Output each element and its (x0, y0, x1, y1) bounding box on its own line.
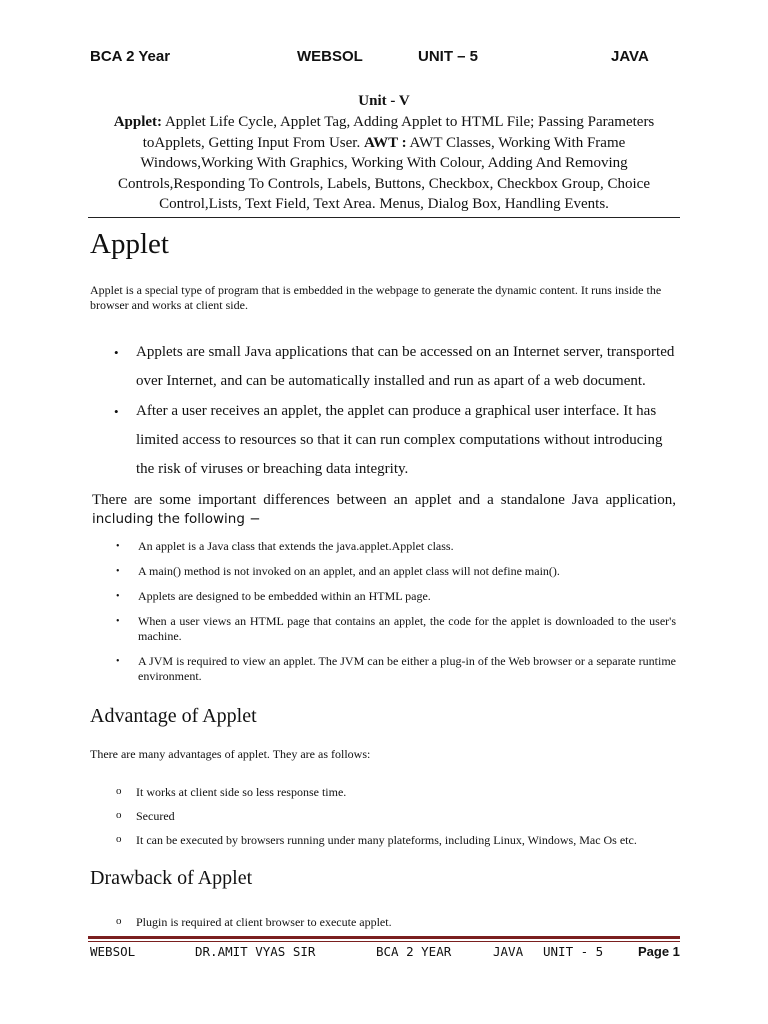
footer-subject: WEBSOL (90, 944, 136, 959)
applet-topics: Applet Life Cycle, Applet Tag, Adding Applet to HTML File; Passing Parameters toApplets, Getting Input From User. (142, 114, 655, 151)
unit-title: Unit - V (358, 93, 410, 109)
applet-bullet-list (90, 338, 680, 484)
footer-course: BCA 2 YEAR (376, 944, 452, 959)
awt-topics: AWT Classes, Working With Frame Windows,Working With Graphics, Working With Colour, Adding And Removing Controls,Responding To Controls, Labels, Buttons, Checkbox, Checkbox Group, Choice Control,Lists, Text Field, Text Area. Menus, Dialog Box, Handling Events. (118, 134, 650, 213)
header-subject: WEBSOL (297, 48, 363, 65)
list-item: • Applets are designed to be embedded within an HTML page. (116, 589, 431, 603)
syllabus-topics (100, 112, 668, 215)
applet-intro: Applet is a special type of program that is embedded in the webpage to generate the dynamic content. It runs inside the browser and works at client side. (90, 283, 662, 312)
bullet-icon: • (116, 591, 120, 602)
applet-label: Applet: (113, 114, 163, 130)
advantage-heading: Advantage of Applet (90, 705, 257, 727)
bullet-icon: • (114, 403, 119, 419)
divider-top (88, 217, 680, 218)
differences-intro: There are some important differences between an applet and a standalone Java application, including the following − (92, 492, 676, 527)
list-item: o It can be executed by browsers running under many plateforms, including Linux, Windows, Mac Os etc. (116, 833, 637, 847)
footer-page-number: Page 1 (638, 944, 680, 959)
applet-heading: Applet (90, 228, 169, 260)
footer-rule-thin (88, 941, 680, 942)
list-item: • Applets are small Java applications that can be accessed on an Internet server, transported over Internet, and can be automatically installed and run as apart of a web document. (90, 338, 680, 397)
advantage-list (90, 785, 680, 848)
drawback-heading: Drawback of Applet (90, 867, 253, 889)
awt-label: AWT : (363, 134, 407, 151)
header-unit: UNIT – 5 (418, 48, 479, 65)
list-item: o It works at client side so less response time. (116, 785, 347, 799)
bullet-icon: • (116, 616, 120, 627)
list-item: • When a user views an HTML page that contains an applet, the code for the applet is downloaded to the user's machine. (116, 614, 676, 643)
footer-unit: UNIT - 5 (543, 944, 604, 959)
list-item: • A JVM is required to view an applet. The JVM can be either a plug-in of the Web browser or a separate runtime environment. (116, 654, 676, 683)
list-item: o Secured (116, 809, 175, 823)
footer-lang: JAVA (493, 944, 524, 959)
footer-teacher: DR.AMIT VYAS SIR (195, 944, 316, 959)
drawback-list (90, 915, 680, 930)
circle-bullet-icon: o (116, 833, 122, 845)
footer-rule (88, 936, 680, 939)
list-item: • After a user receives an applet, the applet can produce a graphical user interface. It has limited access to resources so that it can run complex computations without introducing the risk of viruses or breaching data integrity. (90, 397, 680, 485)
list-item: • A main() method is not invoked on an applet, and an applet class will not define main(). (116, 564, 560, 578)
bullet-icon: • (114, 345, 119, 360)
advantage-intro: There are many advantages of applet. They are as follows: (90, 747, 371, 761)
circle-bullet-icon: o (116, 785, 122, 797)
circle-bullet-icon: o (116, 809, 122, 821)
bullet-icon: • (116, 541, 120, 552)
list-item: o Plugin is required at client browser to execute applet. (116, 915, 392, 929)
bullet-icon: • (116, 566, 120, 577)
header-lang: JAVA (611, 48, 649, 65)
differences-list (90, 539, 676, 684)
circle-bullet-icon: o (116, 915, 122, 927)
list-item: • An applet is a Java class that extends the java.applet.Applet class. (116, 539, 454, 553)
bullet-icon: • (116, 656, 120, 667)
header-course: BCA 2 Year (90, 48, 171, 65)
